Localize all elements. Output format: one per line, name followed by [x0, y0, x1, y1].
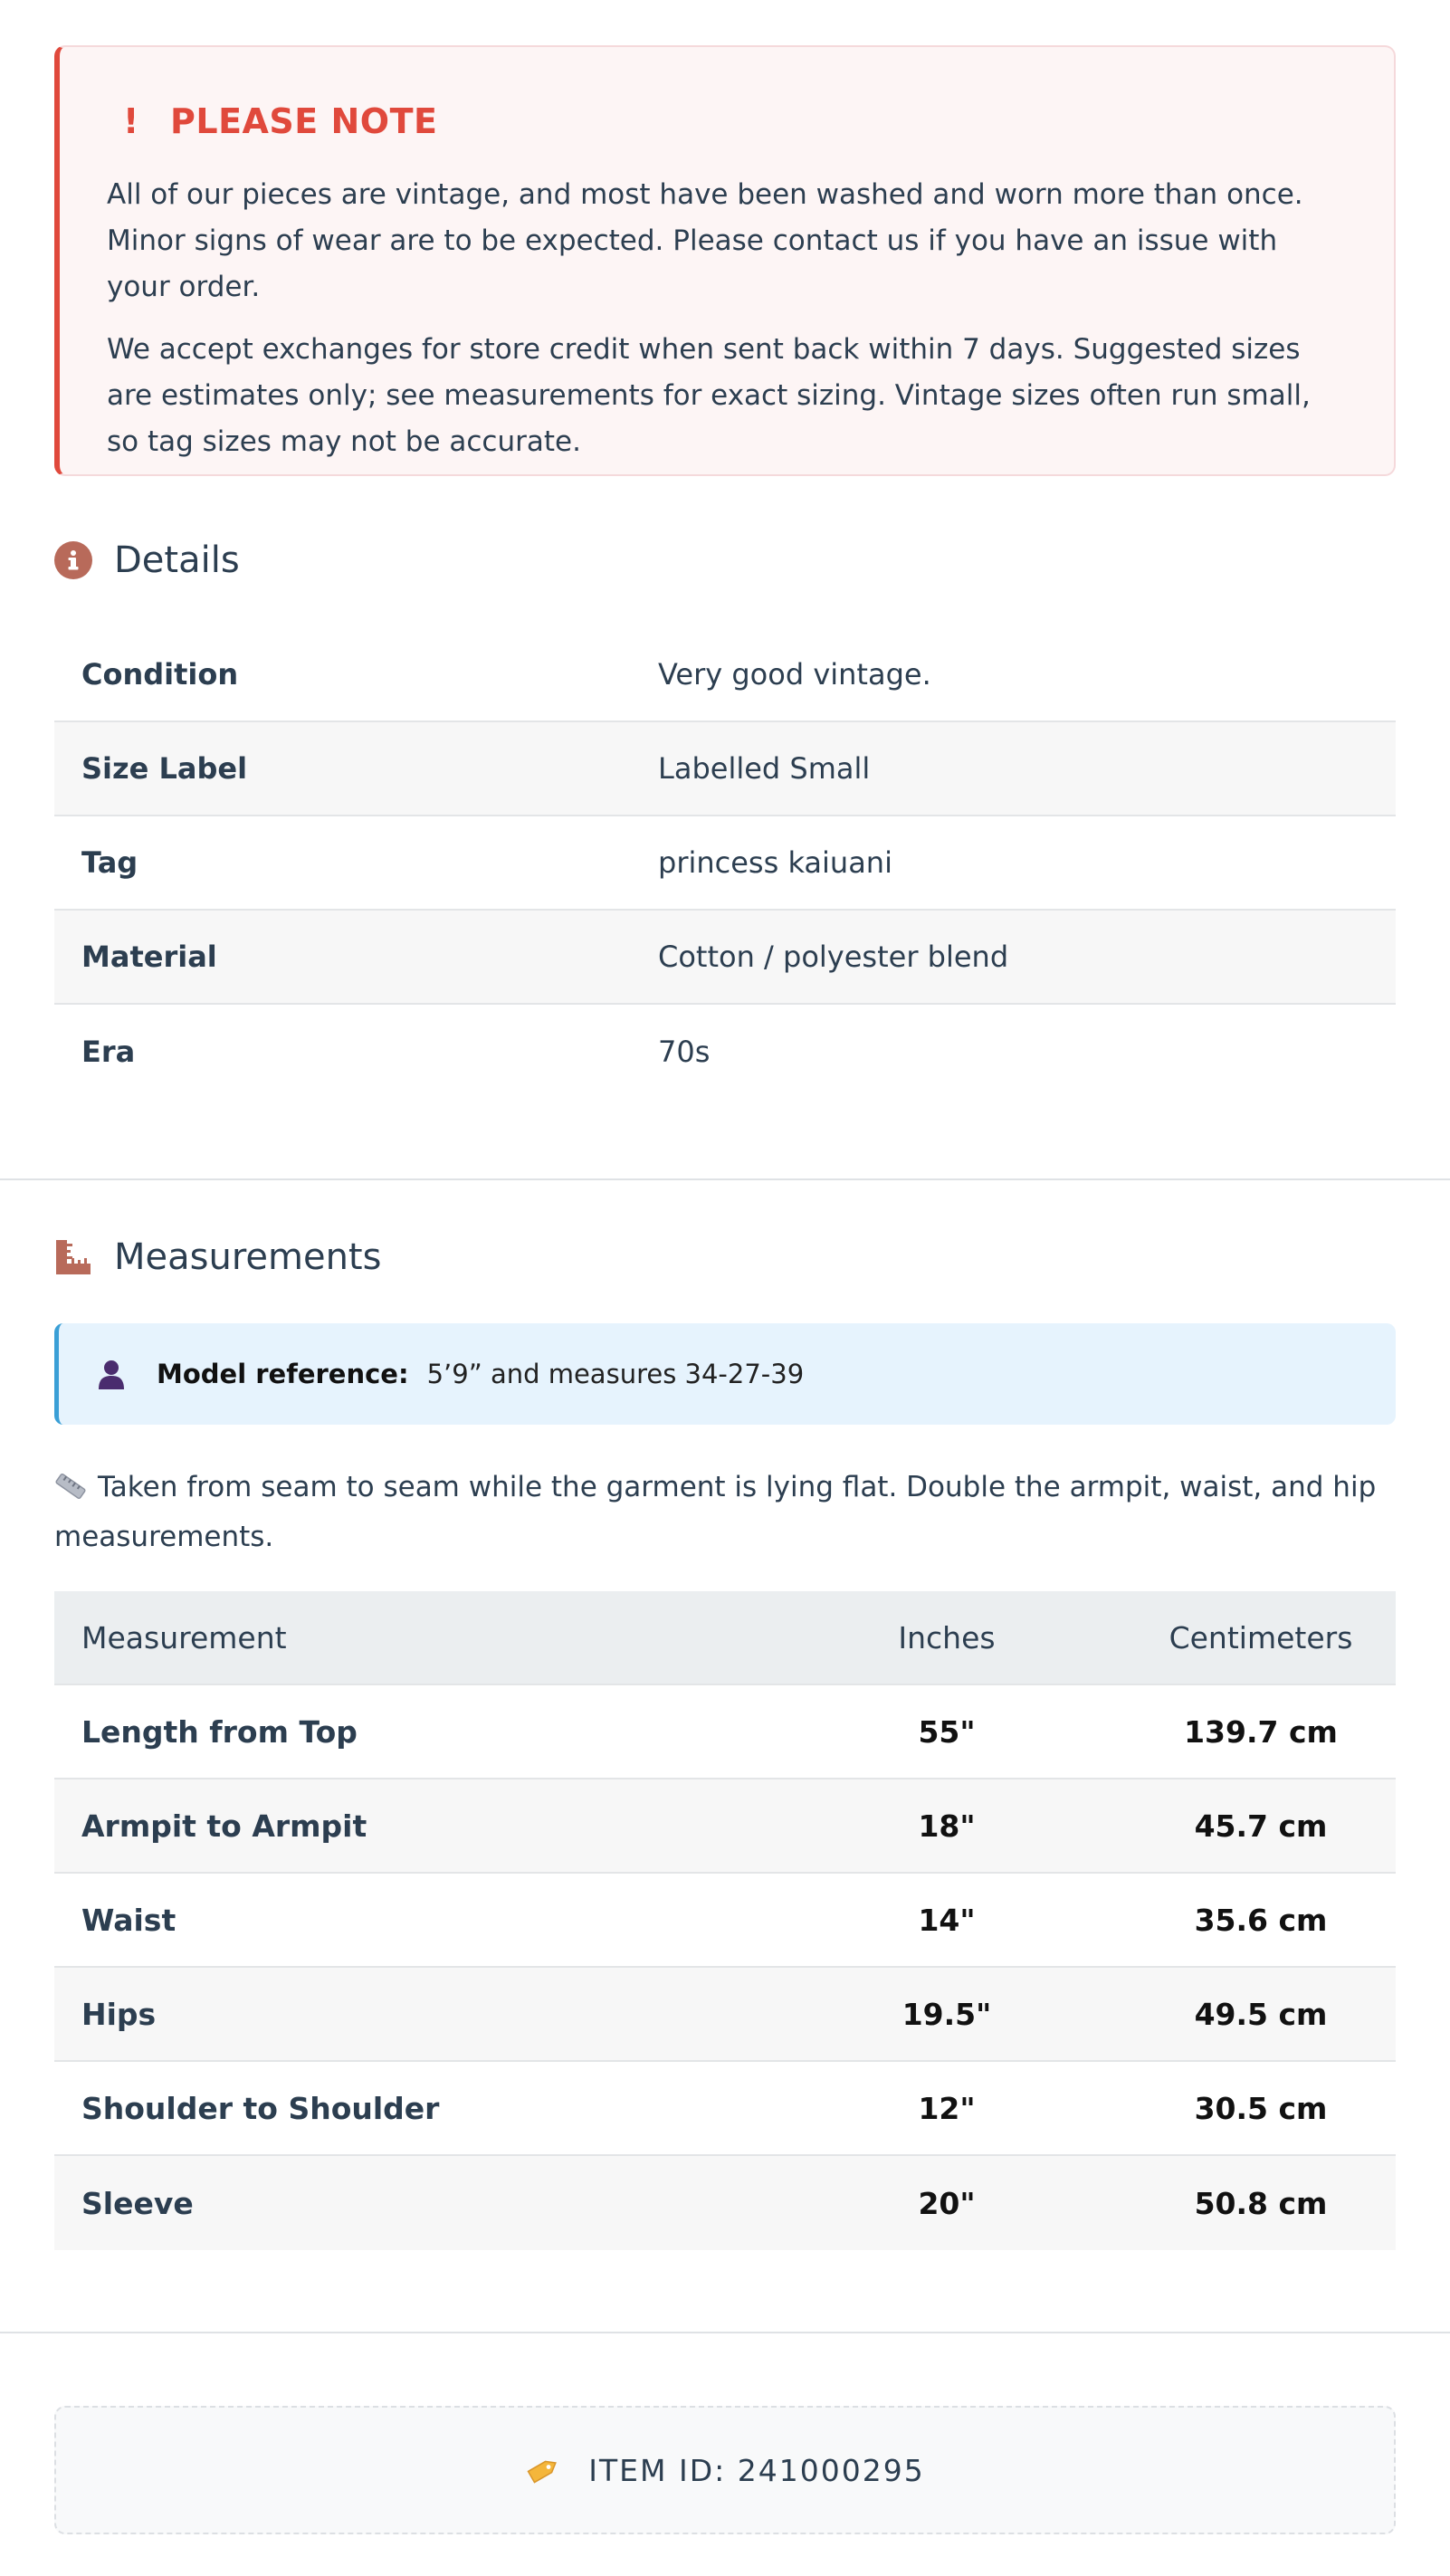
- measurement-inches: 19.5": [901, 1996, 992, 2032]
- measurement-name: Armpit to Armpit: [81, 1808, 367, 1844]
- measurement-name: Hips: [81, 1996, 157, 2032]
- details-title: Details: [114, 539, 240, 581]
- note-title: PLEASE NOTE: [170, 101, 438, 141]
- measurement-name: Sleeve: [81, 2185, 194, 2221]
- item-id-text: ITEM ID: 241000295: [588, 2452, 925, 2488]
- details-table: [54, 628, 1396, 1099]
- details-value: princess kaiuani: [658, 845, 892, 880]
- details-value: Very good vintage.: [658, 657, 931, 692]
- measurement-name: Waist: [81, 1902, 176, 1938]
- measurement-cm: 139.7 cm: [1184, 1713, 1338, 1750]
- column-header-centimeters: Centimeters: [1169, 1619, 1353, 1655]
- person-icon: [93, 1356, 129, 1392]
- measurement-name: Shoulder to Shoulder: [81, 2090, 440, 2126]
- details-row: [54, 1005, 1396, 1099]
- details-label: Condition: [81, 657, 239, 692]
- table-row: [54, 1685, 1396, 1779]
- measurement-name: Length from Top: [81, 1713, 358, 1750]
- section-divider: [0, 2332, 1450, 2333]
- measurement-note: [54, 1465, 1396, 1560]
- measurement-cm: 35.6 cm: [1194, 1902, 1328, 1938]
- measurement-inches: 55": [918, 1713, 976, 1750]
- measurement-cm: 50.8 cm: [1194, 2185, 1328, 2221]
- details-label: Size Label: [81, 751, 248, 786]
- ruler-icon: [54, 1238, 92, 1276]
- measurements-title: Measurements: [114, 1236, 382, 1278]
- column-header-inches: Inches: [898, 1619, 996, 1655]
- table-row: [54, 2062, 1396, 2156]
- ruler-icon: [54, 1468, 87, 1514]
- table-row: [54, 1874, 1396, 1968]
- tag-icon: [525, 2452, 561, 2488]
- info-circle-icon: [54, 541, 92, 579]
- table-header-row: [54, 1591, 1396, 1685]
- measurement-cm: 49.5 cm: [1194, 1996, 1328, 2032]
- note-paragraph: We accept exchanges for store credit when sent back within 7 days. Suggested sizes are estimates only; see measurements for exact sizing. Vintage sizes often run small, so tag sizes may not be accurate.: [107, 333, 1311, 458]
- model-reference-label: Model reference:: [157, 1359, 409, 1389]
- details-value: 70s: [658, 1035, 711, 1069]
- details-value: Cotton / polyester blend: [658, 940, 1009, 974]
- measurements-table: [54, 1591, 1396, 2250]
- item-id-box: [54, 2406, 1396, 2534]
- measurement-inches: 12": [918, 2090, 976, 2126]
- measurement-note-text: Taken from seam to seam while the garment is lying flat. Double the armpit, waist, and hip measurements.: [54, 1471, 1377, 1553]
- details-label: Era: [81, 1035, 136, 1069]
- column-header-measurement: Measurement: [81, 1619, 287, 1655]
- table-row: [54, 1779, 1396, 1874]
- details-row: [54, 628, 1396, 722]
- section-divider: [0, 1178, 1450, 1180]
- note-paragraph: All of our pieces are vintage, and most have been washed and worn more than once. Minor signs of wear are to be expected. Please contact us if you have an issue with your order.: [107, 178, 1303, 303]
- model-reference-text: 5’9” and measures 34-27-39: [426, 1359, 805, 1389]
- measurement-inches: 20": [918, 2185, 976, 2221]
- model-reference-box: [54, 1323, 1396, 1425]
- measurement-inches: 18": [918, 1808, 976, 1844]
- details-row: [54, 911, 1396, 1005]
- note-header: [107, 98, 1349, 145]
- measurements-header: [54, 1236, 381, 1278]
- details-label: Tag: [81, 845, 138, 880]
- details-label: Material: [81, 940, 217, 974]
- measurement-cm: 30.5 cm: [1194, 2090, 1328, 2126]
- table-row: [54, 1968, 1396, 2062]
- details-header: [54, 539, 240, 581]
- measurement-inches: 14": [918, 1902, 976, 1938]
- table-row: [54, 2156, 1396, 2250]
- please-note-card: [54, 45, 1396, 476]
- exclamation-icon: !: [123, 101, 139, 141]
- measurement-cm: 45.7 cm: [1194, 1808, 1328, 1844]
- details-row: [54, 722, 1396, 816]
- details-row: [54, 816, 1396, 911]
- details-value: Labelled Small: [658, 751, 871, 786]
